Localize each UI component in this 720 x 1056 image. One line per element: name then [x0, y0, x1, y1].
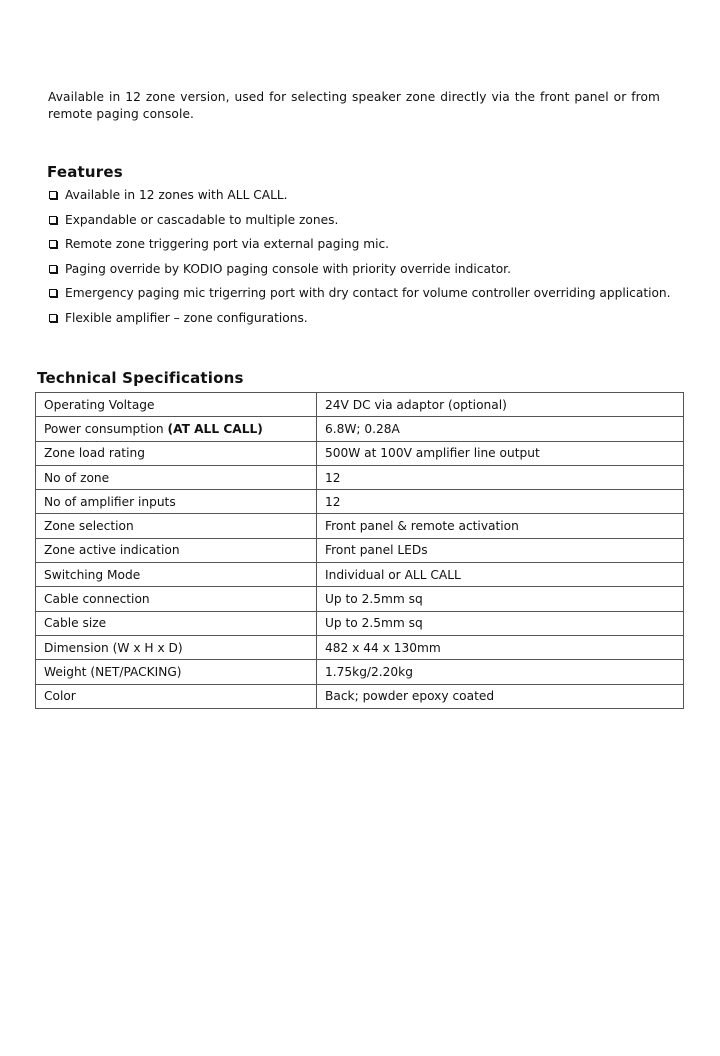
table-row — [36, 490, 684, 514]
spec-value: Individual or ALL CALL — [317, 563, 684, 587]
spec-value: 12 — [317, 465, 684, 489]
table-row — [36, 635, 684, 659]
features-list — [48, 188, 708, 335]
table-row — [36, 417, 684, 441]
specifications-heading: Technical Specifications — [37, 369, 244, 387]
spec-parameter: Power consumption — [44, 421, 164, 436]
checkbox-bullet-icon — [49, 289, 57, 297]
feature-item — [48, 213, 708, 238]
checkbox-bullet-icon — [49, 265, 57, 273]
spec-parameter: Cable connection — [36, 587, 317, 611]
feature-item — [48, 262, 708, 287]
spec-value: 500W at 100V amplifier line output — [317, 441, 684, 465]
feature-item — [48, 311, 708, 336]
table-row — [36, 563, 684, 587]
features-heading: Features — [47, 163, 123, 181]
spec-parameter: Color — [36, 684, 317, 708]
checkbox-bullet-icon — [49, 240, 57, 248]
feature-text: Emergency paging mic trigerring port with dry contact for volume controller overriding application. — [65, 286, 671, 300]
spec-parameter: Cable size — [36, 611, 317, 635]
table-row — [36, 538, 684, 562]
table-row — [36, 514, 684, 538]
spec-value: 482 x 44 x 130mm — [317, 635, 684, 659]
table-row — [36, 393, 684, 417]
spec-parameter: No of zone — [36, 465, 317, 489]
spec-parameter-cell — [36, 417, 317, 441]
spec-parameter: Operating Voltage — [36, 393, 317, 417]
spec-value: Front panel LEDs — [317, 538, 684, 562]
feature-text: Expandable or cascadable to multiple zones. — [65, 212, 339, 227]
spec-value: Back; powder epoxy coated — [317, 684, 684, 708]
spec-value: 1.75kg/2.20kg — [317, 660, 684, 684]
feature-text: Available in 12 zones with ALL CALL. — [65, 188, 288, 202]
spec-parameter: Zone active indication — [36, 538, 317, 562]
spec-value: 24V DC via adaptor (optional) — [317, 393, 684, 417]
spec-value: 6.8W; 0.28A — [317, 417, 684, 441]
table-row — [36, 660, 684, 684]
feature-text: Paging override by KODIO paging console with priority override indicator. — [65, 261, 511, 276]
spec-parameter: No of amplifier inputs — [36, 490, 317, 514]
feature-item — [48, 237, 708, 262]
spec-parameter: Zone load rating — [36, 441, 317, 465]
spec-parameter-emphasis: (AT ALL CALL) — [167, 421, 263, 436]
specifications-table — [35, 392, 684, 709]
table-row — [36, 587, 684, 611]
spec-value: Up to 2.5mm sq — [317, 587, 684, 611]
spec-value: Front panel & remote activation — [317, 514, 684, 538]
checkbox-bullet-icon — [49, 216, 57, 224]
feature-item — [48, 188, 708, 213]
checkbox-bullet-icon — [49, 191, 57, 199]
spec-value: 12 — [317, 490, 684, 514]
spec-parameter: Zone selection — [36, 514, 317, 538]
feature-item — [48, 286, 708, 311]
intro-paragraph: Available in 12 zone version, used for selecting speaker zone directly via the front panel or from remote paging console. — [48, 90, 660, 121]
table-row — [36, 465, 684, 489]
spec-parameter: Weight (NET/PACKING) — [36, 660, 317, 684]
feature-text: Remote zone triggering port via external paging mic. — [65, 237, 390, 251]
feature-text: Flexible amplifier – zone configurations. — [65, 310, 308, 325]
table-row — [36, 611, 684, 635]
spec-parameter: Dimension (W x H x D) — [36, 635, 317, 659]
table-row — [36, 441, 684, 465]
spec-parameter: Switching Mode — [36, 563, 317, 587]
checkbox-bullet-icon — [49, 314, 57, 322]
spec-value: Up to 2.5mm sq — [317, 611, 684, 635]
table-row — [36, 684, 684, 708]
